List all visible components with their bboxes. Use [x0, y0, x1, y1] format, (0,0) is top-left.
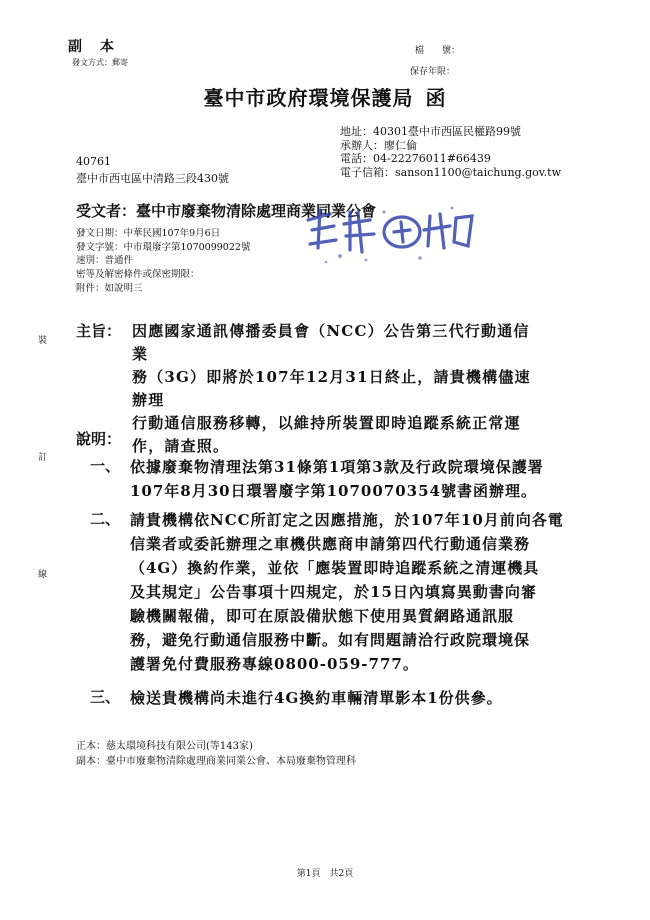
subject-line: 作，請查照。 [132, 437, 230, 455]
contact-address: 地址：40301臺中市西區民權路99號 [340, 125, 521, 138]
item-line: 護署免付費服務專線0800-059-777。 [130, 655, 419, 673]
item-line: 務，避免行動通信服務中斷。如有問題請洽行政院環境保 [130, 631, 531, 649]
official-seal-stamp [300, 200, 475, 270]
secrecy: 密等及解密條件或保密期限： [76, 269, 200, 281]
item-line: （4G）換約作業，並依「應裝置即時追蹤系統之清運機具 [130, 559, 540, 577]
item-line: 請貴機構依NCC所訂定之因應措施，於107年10月前向各電 [130, 511, 564, 529]
item-number: 二、 [90, 510, 121, 528]
subject-line: 因應國家通訊傳播委員會（NCC）公告第三代行動通信業 [132, 322, 530, 363]
document-title [0, 82, 650, 111]
item-line: 及其規定」公告事項十四規定，於15日內填寫異動書向審 [130, 583, 537, 601]
item-line: 檢送貴機構尚未進行4G換約車輛清單影本1份供參。 [130, 689, 503, 707]
recipient-address: 臺中市西屯區中清路三段430號 [76, 172, 229, 185]
contact-handler: 承辦人：廖仁倫 [340, 138, 417, 152]
file-number-label: 檔 號： [415, 46, 461, 56]
doc-type: 函 [425, 86, 447, 110]
explanation-item [130, 455, 544, 503]
copy-recipients: 副本：臺中市廢棄物清除處理商業同業公會、本局廢棄物管理科 [76, 756, 356, 767]
copy-mark: 副 本 [68, 39, 116, 55]
subject-label: 主旨： [76, 322, 122, 340]
seal-text: 蓋印 [300, 200, 302, 201]
explanation-label: 說明： [76, 430, 122, 448]
explanation-item [130, 508, 564, 676]
contact-block [340, 125, 561, 179]
addressee: 受文者：臺中市廢棄物清除處理商業同業公會 [76, 202, 377, 220]
recipient-zip: 40761 [76, 155, 111, 168]
document-number: 發文字號：中市環廢字第1070099022號 [76, 241, 251, 253]
agency-name: 臺中市政府環境保護局 [203, 86, 414, 110]
binding-mark-ding: 訂 [38, 453, 48, 463]
attachment: 附件：如說明三 [76, 282, 143, 294]
issue-date: 發文日期：中華民國107年9月6日 [76, 228, 221, 239]
subject-body [132, 320, 532, 458]
item-line: 驗機關報備，即可在原設備狀態下使用異質網路通訊服 [130, 607, 515, 625]
binding-mark-zhuang: 裝 [38, 336, 48, 346]
contact-phone: 電話：04-22276011#66439 [340, 152, 491, 165]
binding-mark-xian: 線 [38, 570, 48, 580]
contact-email: 電子信箱：sanson1100@taichung.gov.tw [340, 165, 561, 179]
page-number: 第1頁 共2頁 [296, 869, 354, 879]
explanation-item [130, 686, 503, 710]
document-meta [76, 227, 250, 296]
item-line: 信業者或委託辦理之車機供應商申請第四代行動通信業務 [130, 535, 531, 553]
retention-label: 保存年限： [410, 67, 456, 77]
item-line: 依據廢棄物清理法第31條第1項第3款及行政院環境保護署 [130, 458, 544, 476]
subject-line: 行動通信服務移轉，以維持所裝置即時追蹤系統正常運 [132, 414, 521, 432]
item-number: 三、 [90, 688, 121, 706]
item-line: 107年8月30日環署廢字第1070070354號書函辦理。 [130, 482, 537, 500]
primary-recipients: 正本：慈太環境科技有限公司(等143家) [76, 741, 253, 752]
subject-line: 務（3G）即將於107年12月31日終止，請貴機構儘速辦理 [132, 368, 531, 409]
speed: 速別：普通件 [76, 255, 134, 267]
item-number: 一、 [90, 457, 121, 475]
send-method: 發文方式：郵寄 [72, 58, 128, 67]
